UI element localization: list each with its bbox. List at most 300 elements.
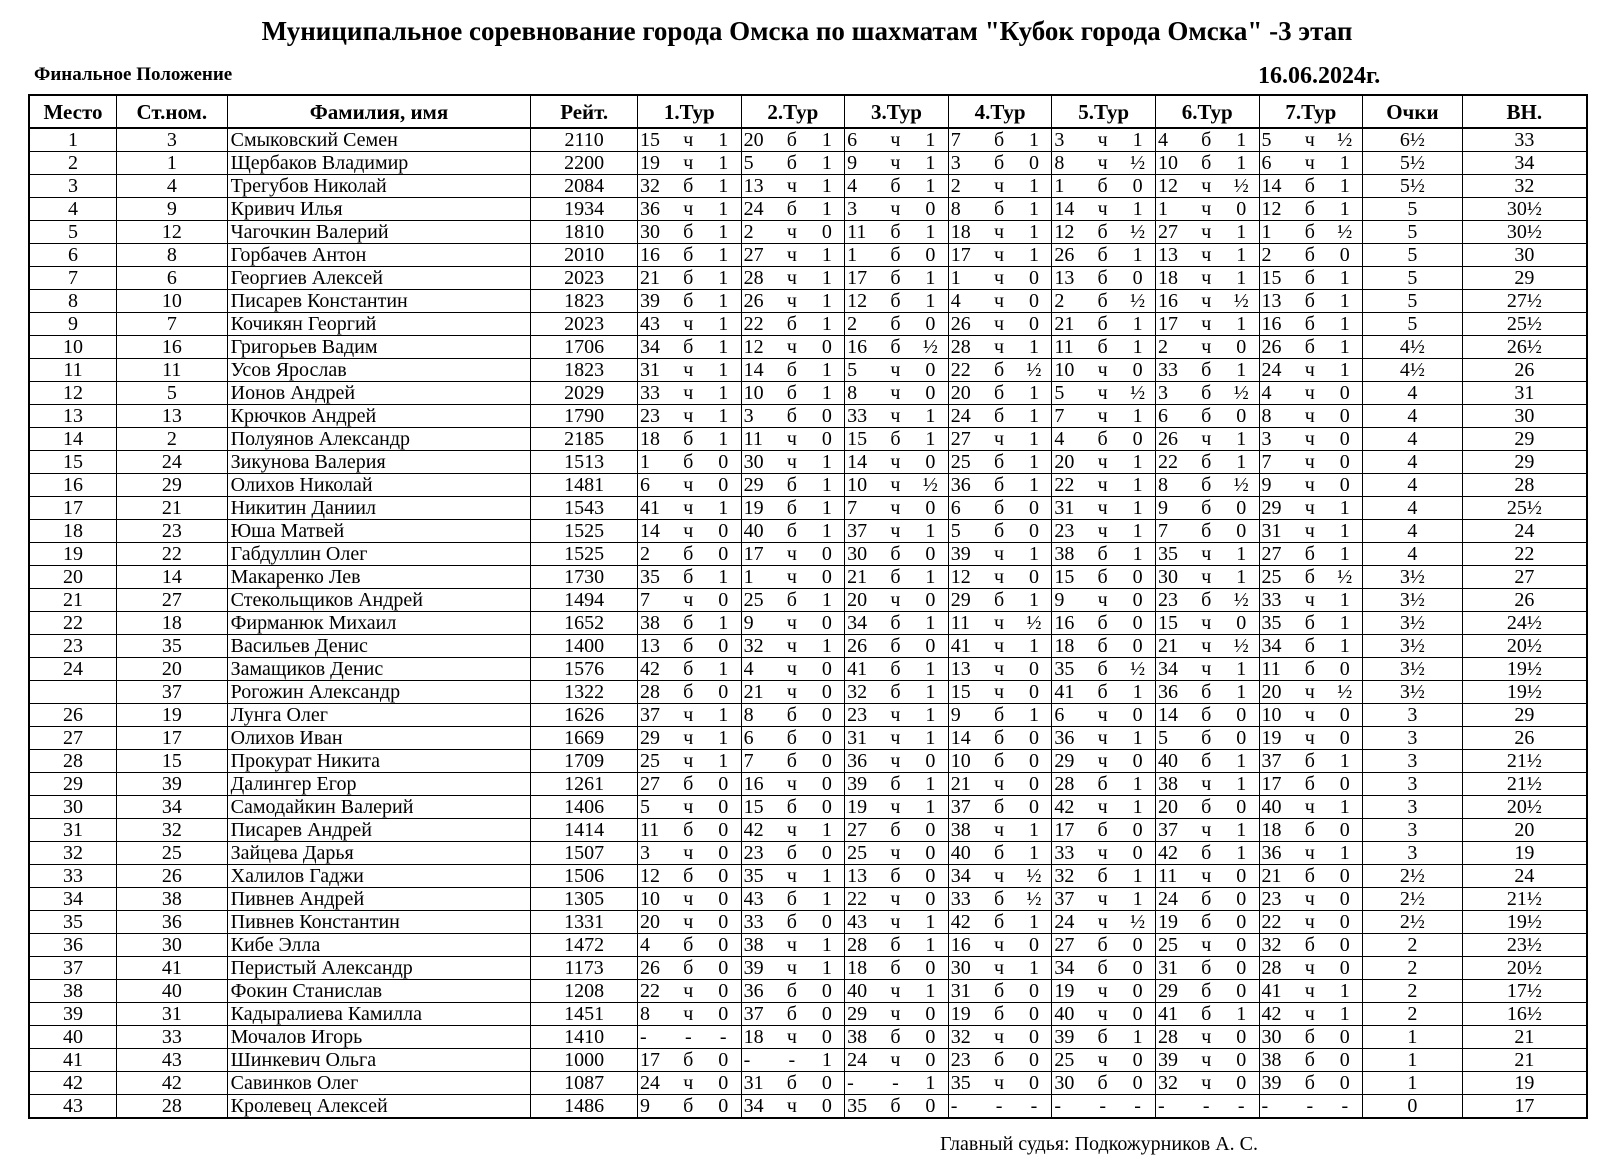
round-6-result: 1 bbox=[1224, 658, 1259, 681]
round-3-opponent: 1 bbox=[845, 244, 878, 267]
round-2-color: б bbox=[774, 980, 809, 1003]
round-5-color: ч bbox=[1085, 520, 1120, 543]
round-7-color: б bbox=[1292, 934, 1327, 957]
round-4-color: б bbox=[981, 980, 1016, 1003]
round-4-opponent: 30 bbox=[948, 957, 981, 980]
round-6-color: б bbox=[1189, 451, 1224, 474]
player-name-cell: Прокурат Никита bbox=[227, 750, 531, 773]
round-1-opponent: 33 bbox=[637, 382, 670, 405]
round-5-result: 0 bbox=[1120, 428, 1155, 451]
start-no-cell: 33 bbox=[117, 1026, 228, 1049]
round-7-opponent: 29 bbox=[1259, 497, 1292, 520]
round-4-opponent: 37 bbox=[948, 796, 981, 819]
player-name-cell: Пивнев Константин bbox=[227, 911, 531, 934]
round-7-result: 0 bbox=[1327, 451, 1362, 474]
round-5-color: ч bbox=[1085, 842, 1120, 865]
round-2-color: б bbox=[774, 1072, 809, 1095]
round-6-color: б bbox=[1189, 128, 1224, 152]
tiebreak-cell: 24½ bbox=[1462, 612, 1587, 635]
round-3-result: 1 bbox=[913, 175, 948, 198]
round-4-color: б bbox=[981, 796, 1016, 819]
round-2-result: 1 bbox=[809, 520, 844, 543]
round-3-result: 0 bbox=[913, 1049, 948, 1072]
round-6-result: 1 bbox=[1224, 221, 1259, 244]
round-1-result: 1 bbox=[706, 428, 741, 451]
round-5-result: 0 bbox=[1120, 750, 1155, 773]
round-4-opponent: 9 bbox=[948, 704, 981, 727]
round-2-result: 0 bbox=[809, 1026, 844, 1049]
round-2-opponent: 26 bbox=[741, 290, 774, 313]
round-6-opponent: 26 bbox=[1155, 428, 1188, 451]
round-5-color: ч bbox=[1085, 405, 1120, 428]
round-4-result: ½ bbox=[1017, 865, 1052, 888]
player-name-cell: Шинкевич Ольга bbox=[227, 1049, 531, 1072]
round-4-result: 0 bbox=[1017, 773, 1052, 796]
round-6-color: ч bbox=[1189, 428, 1224, 451]
round-4-color: ч bbox=[981, 428, 1016, 451]
points-cell: 5 bbox=[1363, 313, 1463, 336]
round-5-color: ч bbox=[1085, 451, 1120, 474]
round-6-color: ч bbox=[1189, 198, 1224, 221]
round-3-result: 0 bbox=[913, 244, 948, 267]
round-1-opponent: 22 bbox=[637, 980, 670, 1003]
place-cell: 39 bbox=[29, 1003, 117, 1026]
round-2-result: 0 bbox=[809, 980, 844, 1003]
round-3-result: 1 bbox=[913, 520, 948, 543]
round-4-result: 0 bbox=[1017, 152, 1052, 175]
round-3-result: 1 bbox=[913, 405, 948, 428]
round-6-opponent: 16 bbox=[1155, 290, 1188, 313]
round-1-color: б bbox=[671, 290, 706, 313]
round-1-result: 1 bbox=[706, 405, 741, 428]
round-2-color: ч bbox=[774, 244, 809, 267]
round-1-color: б bbox=[671, 635, 706, 658]
round-4-result: 0 bbox=[1017, 520, 1052, 543]
round-6-result: 0 bbox=[1224, 727, 1259, 750]
round-4-color: ч bbox=[981, 543, 1016, 566]
round-5-opponent: 32 bbox=[1052, 865, 1085, 888]
round-5-result: 0 bbox=[1120, 267, 1155, 290]
table-row bbox=[29, 405, 1587, 428]
round-3-opponent: 32 bbox=[845, 681, 878, 704]
round-1-color: б bbox=[671, 658, 706, 681]
round-4-opponent: 16 bbox=[948, 934, 981, 957]
round-2-color: ч bbox=[774, 1026, 809, 1049]
tiebreak-cell: 20 bbox=[1462, 819, 1587, 842]
round-5-opponent: 21 bbox=[1052, 313, 1085, 336]
round-7-color: б bbox=[1292, 290, 1327, 313]
round-4-opponent: 35 bbox=[948, 1072, 981, 1095]
tournament-date: 16.06.2024г. bbox=[1258, 63, 1381, 89]
round-5-result: 1 bbox=[1120, 796, 1155, 819]
round-5-color: ч bbox=[1085, 1049, 1120, 1072]
round-5-color: б bbox=[1085, 428, 1120, 451]
place-cell: 11 bbox=[29, 359, 117, 382]
tiebreak-cell: 19½ bbox=[1462, 658, 1587, 681]
round-5-result: 0 bbox=[1120, 1072, 1155, 1095]
start-no-cell: 21 bbox=[117, 497, 228, 520]
round-1-opponent: - bbox=[637, 1026, 670, 1049]
place-cell: 3 bbox=[29, 175, 117, 198]
place-cell: 31 bbox=[29, 819, 117, 842]
round-2-result: 1 bbox=[809, 865, 844, 888]
round-3-result: 1 bbox=[913, 128, 948, 152]
round-5-color: ч bbox=[1085, 1003, 1120, 1026]
table-row bbox=[29, 451, 1587, 474]
rating-cell: 1400 bbox=[531, 635, 638, 658]
round-2-color: б bbox=[774, 704, 809, 727]
round-2-result: 0 bbox=[809, 658, 844, 681]
round-7-opponent: 14 bbox=[1259, 175, 1292, 198]
round-7-color: ч bbox=[1292, 520, 1327, 543]
round-4-opponent: 17 bbox=[948, 244, 981, 267]
points-cell: 5 bbox=[1363, 198, 1463, 221]
round-1-color: ч bbox=[671, 313, 706, 336]
player-name-cell: Трегубов Николай bbox=[227, 175, 531, 198]
tiebreak-cell: 29 bbox=[1462, 704, 1587, 727]
round-2-opponent: 10 bbox=[741, 382, 774, 405]
points-cell: 5½ bbox=[1363, 175, 1463, 198]
round-2-result: 0 bbox=[809, 911, 844, 934]
round-4-color: ч bbox=[981, 1072, 1016, 1095]
round-5-color: б bbox=[1085, 244, 1120, 267]
round-7-color: б bbox=[1292, 658, 1327, 681]
round-6-color: ч bbox=[1189, 543, 1224, 566]
round-6-opponent: 39 bbox=[1155, 1049, 1188, 1072]
round-4-opponent: 24 bbox=[948, 405, 981, 428]
round-4-result: 1 bbox=[1017, 704, 1052, 727]
start-no-cell: 2 bbox=[117, 428, 228, 451]
round-6-color: ч bbox=[1189, 1072, 1224, 1095]
round-6-opponent: 38 bbox=[1155, 773, 1188, 796]
round-2-opponent: 15 bbox=[741, 796, 774, 819]
tiebreak-cell: 29 bbox=[1462, 451, 1587, 474]
points-cell: 4 bbox=[1363, 382, 1463, 405]
round-7-result: 0 bbox=[1327, 428, 1362, 451]
round-5-result: 1 bbox=[1120, 520, 1155, 543]
round-1-result: 1 bbox=[706, 359, 741, 382]
round-4-result: ½ bbox=[1017, 888, 1052, 911]
round-3-opponent: 18 bbox=[845, 957, 878, 980]
round-1-color: ч bbox=[671, 520, 706, 543]
round-7-result: 1 bbox=[1327, 1003, 1362, 1026]
start-no-cell: 3 bbox=[117, 128, 228, 152]
round-7-opponent: 12 bbox=[1259, 198, 1292, 221]
round-6-result: 1 bbox=[1224, 543, 1259, 566]
round-6-color: б bbox=[1189, 888, 1224, 911]
round-1-opponent: 7 bbox=[637, 589, 670, 612]
round-7-result: 1 bbox=[1327, 497, 1362, 520]
round-2-color: б bbox=[774, 589, 809, 612]
round-6-color: ч bbox=[1189, 244, 1224, 267]
round-7-color: б bbox=[1292, 1026, 1327, 1049]
round-4-color: б bbox=[981, 842, 1016, 865]
player-name-cell: Рогожин Александр bbox=[227, 681, 531, 704]
round-1-color: б bbox=[671, 681, 706, 704]
round-4-color: ч bbox=[981, 290, 1016, 313]
round-1-result: 1 bbox=[706, 704, 741, 727]
round-3-color: б bbox=[878, 1026, 913, 1049]
round-2-opponent: 19 bbox=[741, 497, 774, 520]
start-no-cell: 23 bbox=[117, 520, 228, 543]
round-4-opponent: 7 bbox=[948, 128, 981, 152]
round-1-color: ч bbox=[671, 750, 706, 773]
tiebreak-cell: 29 bbox=[1462, 267, 1587, 290]
round-3-result: 1 bbox=[913, 267, 948, 290]
round-5-color: б bbox=[1085, 221, 1120, 244]
round-5-opponent: 27 bbox=[1052, 934, 1085, 957]
round-3-opponent: 14 bbox=[845, 451, 878, 474]
round-6-opponent: 30 bbox=[1155, 566, 1188, 589]
player-name-cell: Фирманюк Михаил bbox=[227, 612, 531, 635]
round-7-opponent: 5 bbox=[1259, 128, 1292, 152]
round-1-color: б bbox=[671, 819, 706, 842]
round-3-color: ч bbox=[878, 497, 913, 520]
round-4-result: 1 bbox=[1017, 336, 1052, 359]
rating-cell: 1823 bbox=[531, 359, 638, 382]
round-5-color: ч bbox=[1085, 198, 1120, 221]
rating-cell: 1626 bbox=[531, 704, 638, 727]
start-no-cell: 13 bbox=[117, 405, 228, 428]
player-name-cell: Пивнев Андрей bbox=[227, 888, 531, 911]
round-6-result: 0 bbox=[1224, 198, 1259, 221]
round-1-opponent: 15 bbox=[637, 128, 670, 152]
round-7-color: ч bbox=[1292, 980, 1327, 1003]
round-5-result: ½ bbox=[1120, 290, 1155, 313]
round-3-color: б bbox=[878, 175, 913, 198]
round-4-color: ч bbox=[981, 244, 1016, 267]
round-2-color: б bbox=[774, 911, 809, 934]
round-4-result: 1 bbox=[1017, 842, 1052, 865]
round-2-opponent: 28 bbox=[741, 267, 774, 290]
tiebreak-cell: 21 bbox=[1462, 1026, 1587, 1049]
round-1-result: 0 bbox=[706, 865, 741, 888]
round-4-color: б bbox=[981, 382, 1016, 405]
round-1-opponent: 6 bbox=[637, 474, 670, 497]
round-2-color: ч bbox=[774, 934, 809, 957]
round-6-color: б bbox=[1189, 911, 1224, 934]
round-6-opponent: 25 bbox=[1155, 934, 1188, 957]
round-1-opponent: 5 bbox=[637, 796, 670, 819]
standings-table bbox=[28, 94, 1588, 1119]
round-7-color: ч bbox=[1292, 911, 1327, 934]
round-7-result: 0 bbox=[1327, 865, 1362, 888]
start-no-cell: 14 bbox=[117, 566, 228, 589]
round-3-color: ч bbox=[878, 405, 913, 428]
round-7-result: 1 bbox=[1327, 198, 1362, 221]
round-3-opponent: 22 bbox=[845, 888, 878, 911]
round-3-opponent: 17 bbox=[845, 267, 878, 290]
place-cell bbox=[29, 681, 117, 704]
player-name-cell: Халилов Гаджи bbox=[227, 865, 531, 888]
rating-cell: 1513 bbox=[531, 451, 638, 474]
round-5-color: б bbox=[1085, 681, 1120, 704]
round-2-color: ч bbox=[774, 957, 809, 980]
round-3-result: 0 bbox=[913, 543, 948, 566]
place-cell: 29 bbox=[29, 773, 117, 796]
round-4-opponent: 40 bbox=[948, 842, 981, 865]
round-5-result: 1 bbox=[1120, 681, 1155, 704]
round-5-opponent: 25 bbox=[1052, 1049, 1085, 1072]
round-2-color: ч bbox=[774, 290, 809, 313]
rating-cell: 1322 bbox=[531, 681, 638, 704]
round-7-opponent: 39 bbox=[1259, 1072, 1292, 1095]
round-5-opponent: 39 bbox=[1052, 1026, 1085, 1049]
round-2-color: б bbox=[774, 750, 809, 773]
round-7-result: 1 bbox=[1327, 796, 1362, 819]
round-3-opponent: 19 bbox=[845, 796, 878, 819]
round-3-color: б bbox=[878, 566, 913, 589]
round-1-result: 0 bbox=[706, 796, 741, 819]
round-3-result: 1 bbox=[913, 796, 948, 819]
round-4-result: 1 bbox=[1017, 128, 1052, 152]
round-1-opponent: 9 bbox=[637, 1095, 670, 1119]
round-7-color: - bbox=[1292, 1095, 1327, 1119]
round-7-color: б bbox=[1292, 336, 1327, 359]
round-4-color: б bbox=[981, 1049, 1016, 1072]
round-3-color: б bbox=[878, 336, 913, 359]
round-7-color: б bbox=[1292, 819, 1327, 842]
round-4-color: ч bbox=[981, 658, 1016, 681]
points-cell: 2½ bbox=[1363, 888, 1463, 911]
round-5-color: б bbox=[1085, 612, 1120, 635]
round-2-color: ч bbox=[774, 336, 809, 359]
place-cell: 2 bbox=[29, 152, 117, 175]
points-cell: 5 bbox=[1363, 221, 1463, 244]
round-2-color: ч bbox=[774, 267, 809, 290]
round-6-opponent: 21 bbox=[1155, 635, 1188, 658]
round-2-result: 0 bbox=[809, 750, 844, 773]
round-7-result: 1 bbox=[1327, 359, 1362, 382]
round-4-result: 1 bbox=[1017, 221, 1052, 244]
round-7-opponent: 24 bbox=[1259, 359, 1292, 382]
round-1-color: б bbox=[671, 1095, 706, 1119]
place-cell: 20 bbox=[29, 566, 117, 589]
points-cell: 5½ bbox=[1363, 152, 1463, 175]
round-4-result: 0 bbox=[1017, 267, 1052, 290]
round-6-color: ч bbox=[1189, 175, 1224, 198]
col-round-4: 4.Тур bbox=[948, 95, 1052, 128]
round-5-color: ч bbox=[1085, 980, 1120, 1003]
player-name-cell: Юша Матвей bbox=[227, 520, 531, 543]
round-5-opponent: 17 bbox=[1052, 819, 1085, 842]
round-3-color: б bbox=[878, 612, 913, 635]
player-name-cell: Чагочкин Валерий bbox=[227, 221, 531, 244]
round-6-color: б bbox=[1189, 750, 1224, 773]
round-5-color: б bbox=[1085, 290, 1120, 313]
round-1-opponent: 13 bbox=[637, 635, 670, 658]
place-cell: 28 bbox=[29, 750, 117, 773]
place-cell: 27 bbox=[29, 727, 117, 750]
round-2-result: 0 bbox=[809, 543, 844, 566]
round-1-opponent: 29 bbox=[637, 727, 670, 750]
round-6-color: б bbox=[1189, 842, 1224, 865]
player-name-cell: Георгиев Алексей bbox=[227, 267, 531, 290]
round-3-opponent: 15 bbox=[845, 428, 878, 451]
rating-cell: 1652 bbox=[531, 612, 638, 635]
round-3-result: 0 bbox=[913, 842, 948, 865]
round-6-result: 1 bbox=[1224, 773, 1259, 796]
round-6-opponent: 35 bbox=[1155, 543, 1188, 566]
round-7-color: б bbox=[1292, 313, 1327, 336]
round-6-result: ½ bbox=[1224, 382, 1259, 405]
table-row bbox=[29, 681, 1587, 704]
points-cell: 3 bbox=[1363, 819, 1463, 842]
round-2-opponent: 23 bbox=[741, 842, 774, 865]
round-7-result: 1 bbox=[1327, 589, 1362, 612]
round-4-color: ч bbox=[981, 221, 1016, 244]
table-row bbox=[29, 520, 1587, 543]
rating-cell: 1507 bbox=[531, 842, 638, 865]
round-2-opponent: 27 bbox=[741, 244, 774, 267]
round-1-color: ч bbox=[671, 382, 706, 405]
rating-cell: 2110 bbox=[531, 128, 638, 152]
round-5-color: б bbox=[1085, 313, 1120, 336]
round-4-color: б bbox=[981, 451, 1016, 474]
round-2-opponent: 42 bbox=[741, 819, 774, 842]
round-5-result: 1 bbox=[1120, 128, 1155, 152]
points-cell: 0 bbox=[1363, 1095, 1463, 1119]
round-5-result: 1 bbox=[1120, 497, 1155, 520]
round-7-result: 1 bbox=[1327, 750, 1362, 773]
round-4-result: 1 bbox=[1017, 819, 1052, 842]
round-7-opponent: 2 bbox=[1259, 244, 1292, 267]
points-cell: 4½ bbox=[1363, 336, 1463, 359]
round-4-opponent: 27 bbox=[948, 428, 981, 451]
player-name-cell: Григорьев Вадим bbox=[227, 336, 531, 359]
round-4-opponent: 42 bbox=[948, 911, 981, 934]
round-7-result: 0 bbox=[1327, 957, 1362, 980]
round-6-result: 0 bbox=[1224, 957, 1259, 980]
round-7-result: ½ bbox=[1327, 128, 1362, 152]
rating-cell: 1506 bbox=[531, 865, 638, 888]
round-3-result: 1 bbox=[913, 428, 948, 451]
round-1-color: б bbox=[671, 1049, 706, 1072]
round-5-color: ч bbox=[1085, 911, 1120, 934]
round-3-color: б bbox=[878, 865, 913, 888]
round-2-result: 0 bbox=[809, 1095, 844, 1119]
col-round-7: 7.Тур bbox=[1259, 95, 1363, 128]
round-5-result: 0 bbox=[1120, 1049, 1155, 1072]
round-6-result: ½ bbox=[1224, 635, 1259, 658]
tiebreak-cell: 25½ bbox=[1462, 497, 1587, 520]
round-2-opponent: 1 bbox=[741, 566, 774, 589]
round-6-opponent: 10 bbox=[1155, 152, 1188, 175]
round-2-opponent: 12 bbox=[741, 336, 774, 359]
round-1-result: 1 bbox=[706, 382, 741, 405]
round-4-result: 0 bbox=[1017, 796, 1052, 819]
round-1-result: 1 bbox=[706, 336, 741, 359]
round-7-result: 1 bbox=[1327, 267, 1362, 290]
chief-judge: Главный судья: Подкожурников А. С. bbox=[940, 1133, 1259, 1155]
round-3-color: б bbox=[878, 819, 913, 842]
round-4-opponent: 15 bbox=[948, 681, 981, 704]
table-row bbox=[29, 842, 1587, 865]
tiebreak-cell: 27½ bbox=[1462, 290, 1587, 313]
rating-cell: 1305 bbox=[531, 888, 638, 911]
round-5-result: 1 bbox=[1120, 865, 1155, 888]
round-1-result: 0 bbox=[706, 520, 741, 543]
round-5-result: 0 bbox=[1120, 359, 1155, 382]
round-4-color: б bbox=[981, 474, 1016, 497]
round-6-color: ч bbox=[1189, 566, 1224, 589]
round-1-opponent: 26 bbox=[637, 957, 670, 980]
round-3-opponent: 6 bbox=[845, 128, 878, 152]
place-cell: 9 bbox=[29, 313, 117, 336]
round-1-result: 1 bbox=[706, 128, 741, 152]
round-6-color: ч bbox=[1189, 221, 1224, 244]
round-5-result: 1 bbox=[1120, 313, 1155, 336]
